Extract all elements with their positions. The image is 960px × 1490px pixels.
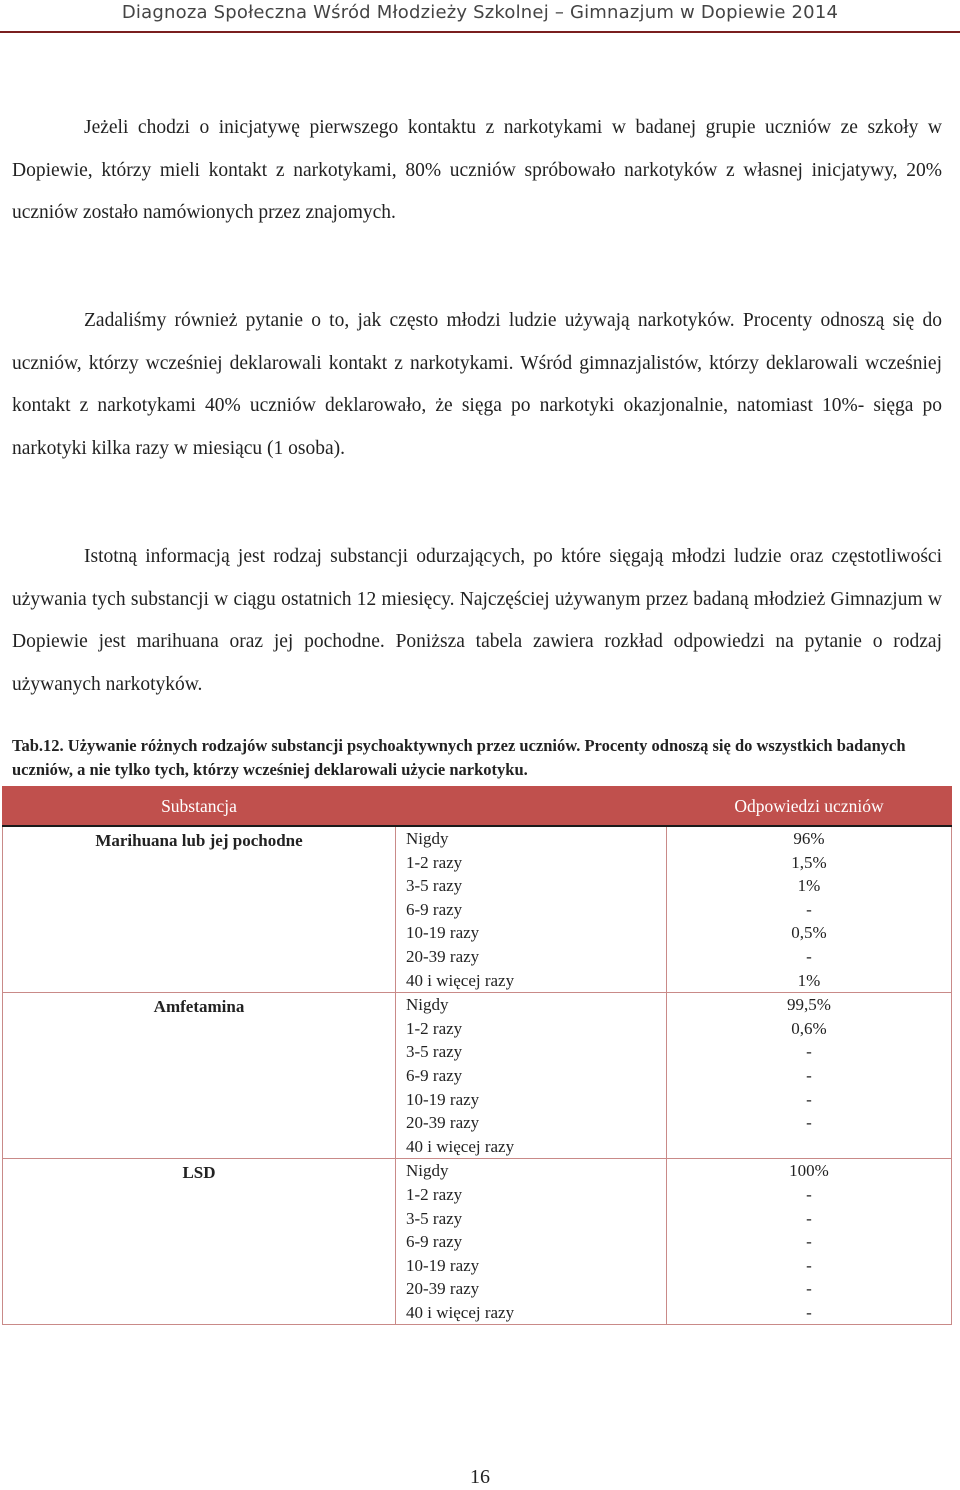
answer-value: - (806, 1208, 812, 1228)
paragraph-substances-text: Istotną informacją jest rodzaj substancji odurzających, po które sięgają młodzi ludzie oraz częstotliwości używania tych substancji w ciągu ostatnich 12 miesięcy. Najczęściej używanym przez badaną młodzież Gimnazjum w Dopiewie jest marihuana oraz jej pochodne. Poniższa tabela zawiera rozkład odpowiedzi na pytanie o rodzaj używanych narkotyków. (12, 546, 942, 695)
paragraph-initiative (12, 107, 942, 235)
frequency-item: 3-5 razy (406, 876, 463, 896)
answer-list (667, 1159, 952, 1325)
answer-value: - (806, 1065, 812, 1085)
frequency-item: 6-9 razy (406, 1065, 463, 1085)
frequency-item: 3-5 razy (406, 1208, 463, 1228)
frequency-item: 1-2 razy (406, 1018, 463, 1038)
answer-value: 100% (789, 1161, 829, 1181)
table-caption: Tab.12. Używanie różnych rodzajów substancji psychoaktywnych przez uczniów. Procenty odnoszą się do wszystkich badanych uczniów, a nie tylko tych, którzy wcześniej deklarowali użycie narkotyku. (12, 736, 906, 779)
frequency-item: Nigdy (406, 1161, 449, 1181)
answer-value: - (806, 899, 812, 919)
answer-value: - (806, 1255, 812, 1275)
paragraph-frequency-text: Zadaliśmy również pytanie o to, jak często młodzi ludzie używają narkotyków. Procenty odnoszą się do uczniów, którzy wcześniej deklarowali kontakt z narkotykami. Wśród gimnazjalistów, którzy deklarowali wcześniej kontakt z narkotykami 40% uczniów deklarowało, że sięga po narkotyki okazjonalnie, natomiast 10%- sięga po narkotyki kilka razy w miesiącu (1 osoba). (12, 310, 942, 459)
frequency-item: 1-2 razy (406, 852, 463, 872)
frequency-item: 20-39 razy (406, 1113, 480, 1133)
running-header: Diagnoza Społeczna Wśród Młodzieży Szkolnej – Gimnazjum w Dopiewie 2014 (121, 2, 839, 23)
frequency-list (396, 826, 667, 993)
page-number: 16 (470, 1466, 490, 1488)
answer-value: 0,6% (791, 1018, 827, 1038)
frequency-item: Nigdy (406, 995, 449, 1015)
frequency-item: Nigdy (406, 829, 449, 848)
frequency-item: 10-19 razy (406, 1089, 480, 1109)
table-row-amfetamina (3, 993, 952, 1159)
frequency-item: 10-19 razy (406, 923, 480, 943)
substance-name: Marihuana lub jej pochodne (3, 826, 396, 993)
frequency-item: 40 i więcej razy (406, 970, 515, 990)
answer-value: 1% (797, 970, 821, 990)
answer-value: - (806, 1232, 812, 1252)
answer-value: - (806, 1042, 812, 1062)
frequency-item: 6-9 razy (406, 1232, 463, 1252)
answer-value: - (806, 1113, 812, 1133)
header-divider (0, 31, 960, 33)
answer-list (667, 826, 952, 993)
frequency-item: 6-9 razy (406, 899, 463, 919)
table-header-row (3, 787, 952, 827)
answer-value (667, 1135, 951, 1159)
substances-table (2, 786, 952, 1325)
answer-value: 1,5% (791, 852, 827, 872)
answer-value: - (806, 1184, 812, 1204)
paragraph-frequency (12, 300, 942, 470)
frequency-item: 40 i więcej razy (406, 1302, 515, 1322)
answer-value: - (806, 1089, 812, 1109)
table-row-marihuana (3, 826, 952, 993)
frequency-list (396, 1159, 667, 1325)
answer-value: - (806, 1302, 812, 1322)
substance-name: Amfetamina (3, 993, 396, 1159)
frequency-item: 1-2 razy (406, 1184, 463, 1204)
frequency-item: 3-5 razy (406, 1042, 463, 1062)
answer-value: 0,5% (791, 923, 827, 943)
answer-list (667, 993, 952, 1159)
substance-name: LSD (3, 1159, 396, 1325)
frequency-list (396, 993, 667, 1159)
frequency-item: 10-19 razy (406, 1255, 480, 1275)
frequency-item: 40 i więcej razy (406, 1136, 515, 1156)
answer-value: 96% (793, 829, 825, 848)
header-frequency (396, 787, 667, 827)
answer-value: 99,5% (787, 995, 831, 1015)
header-answers: Odpowiedzi uczniów (667, 787, 952, 827)
table-row-lsd (3, 1159, 952, 1325)
answer-value: - (806, 946, 812, 966)
frequency-item: 20-39 razy (406, 946, 480, 966)
paragraph-substances (12, 536, 942, 706)
header-substance: Substancja (3, 787, 396, 827)
paragraph-initiative-text: Jeżeli chodzi o inicjatywę pierwszego kontaktu z narkotykami w badanej grupie uczniów ze szkoły w Dopiewie, którzy mieli kontakt z narkotykami, 80% uczniów spróbowało narkotyków z własnej inicjatywy, 20% uczniów zostało namówionych przez znajomych. (12, 117, 942, 223)
answer-value: 1% (797, 876, 821, 896)
answer-value: - (806, 1279, 812, 1299)
frequency-item: 20-39 razy (406, 1279, 480, 1299)
